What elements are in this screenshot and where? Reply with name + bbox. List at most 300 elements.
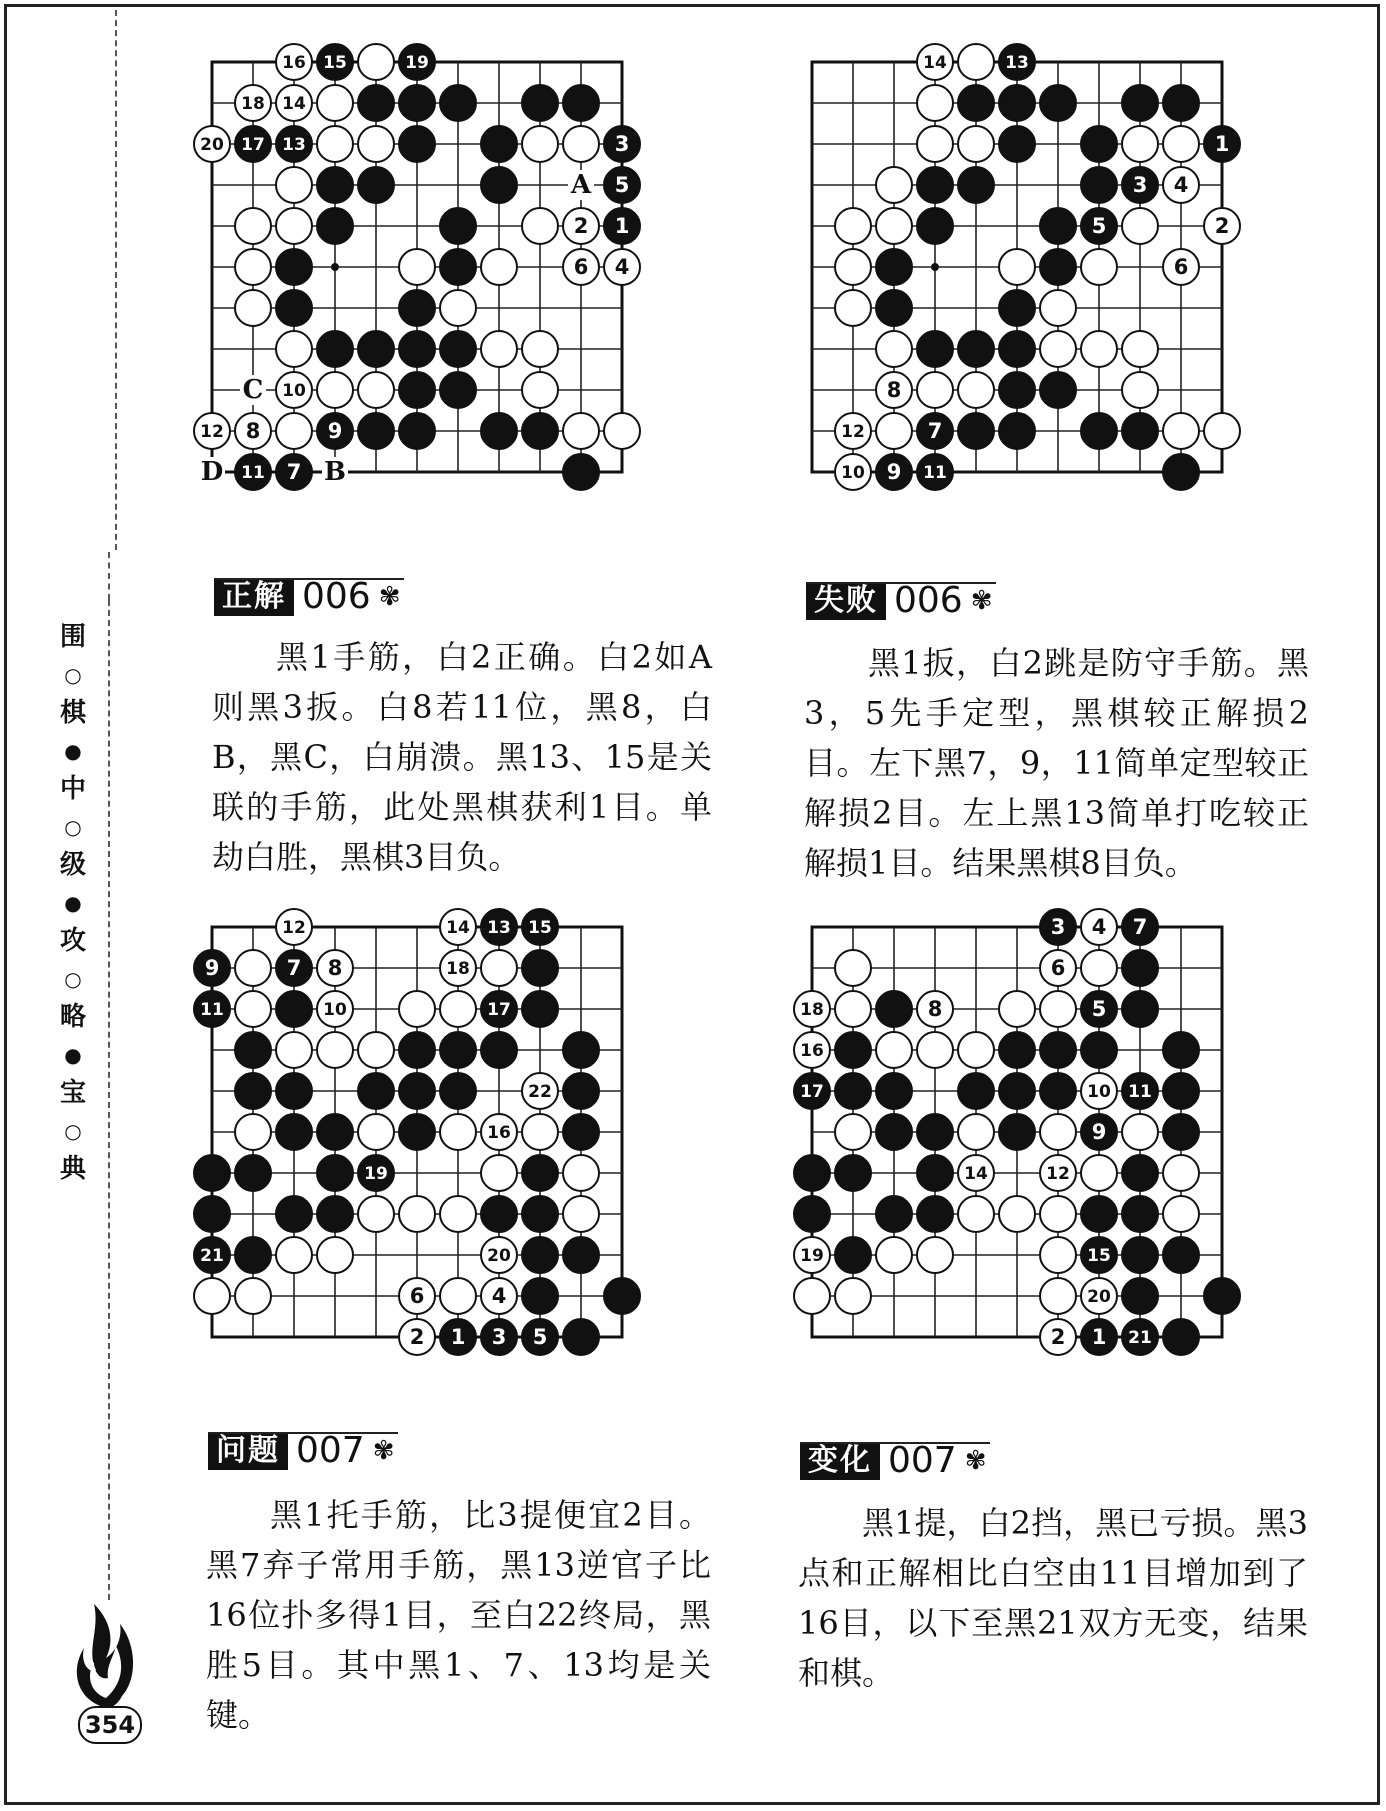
white-stone <box>481 1155 517 1191</box>
white-stone <box>999 991 1035 1027</box>
svg-text:5: 5 <box>1091 214 1107 238</box>
white-stone <box>876 331 912 367</box>
white-stone <box>358 126 394 162</box>
svg-text:14: 14 <box>964 1164 988 1184</box>
flourish-icon: ✾ <box>964 1446 987 1476</box>
svg-text:10: 10 <box>1087 1082 1111 1102</box>
svg-text:7: 7 <box>1132 915 1148 939</box>
svg-text:13: 13 <box>487 918 511 938</box>
svg-text:14: 14 <box>282 94 306 114</box>
go-board-svg <box>790 40 1244 494</box>
white-stone <box>276 372 312 408</box>
black-stone <box>194 950 230 986</box>
black-stone <box>999 372 1035 408</box>
white-stone <box>999 249 1035 285</box>
svg-text:17: 17 <box>241 135 265 155</box>
white-stone <box>399 249 435 285</box>
section-underline <box>214 578 404 580</box>
white-stone <box>563 208 599 244</box>
side-title-char: 中 <box>59 774 86 804</box>
black-stone <box>235 454 271 490</box>
white-stone <box>1081 249 1117 285</box>
black-stone <box>522 1278 558 1314</box>
black-stone <box>1081 1114 1117 1150</box>
white-stone <box>1163 249 1199 285</box>
svg-text:16: 16 <box>487 1123 511 1143</box>
go-board-svg <box>190 40 644 494</box>
black-stone <box>876 249 912 285</box>
svg-text:6: 6 <box>1050 956 1066 980</box>
white-stone <box>1081 950 1117 986</box>
svg-text:2: 2 <box>409 1325 425 1349</box>
black-stone <box>194 991 230 1027</box>
black-stone <box>440 372 476 408</box>
svg-text:12: 12 <box>282 918 306 938</box>
svg-text:6: 6 <box>573 255 589 279</box>
black-stone <box>235 1155 271 1191</box>
black-stone <box>876 1114 912 1150</box>
black-stone <box>1163 1237 1199 1273</box>
flame-ornament-icon <box>66 1600 146 1710</box>
svg-text:1: 1 <box>614 214 630 238</box>
white-stone <box>522 372 558 408</box>
svg-text:13: 13 <box>1005 53 1029 73</box>
black-stone <box>440 331 476 367</box>
section-tag: 变化 <box>800 1442 880 1480</box>
black-stone <box>276 991 312 1027</box>
black-stone <box>235 1073 271 1109</box>
black-stone <box>522 413 558 449</box>
svg-text:11: 11 <box>241 463 265 483</box>
white-stone <box>1204 413 1240 449</box>
svg-text:14: 14 <box>923 53 947 73</box>
svg-text:6: 6 <box>409 1284 425 1308</box>
svg-text:10: 10 <box>841 463 865 483</box>
svg-text:19: 19 <box>364 1164 388 1184</box>
black-stone <box>235 1032 271 1068</box>
white-stone <box>1204 208 1240 244</box>
white-stone <box>440 909 476 945</box>
white-stone <box>917 44 953 80</box>
svg-text:16: 16 <box>800 1041 824 1061</box>
black-stone <box>876 991 912 1027</box>
black-stone <box>481 126 517 162</box>
black-stone <box>1081 1319 1117 1355</box>
section-tag: 正解 <box>214 578 294 616</box>
flourish-icon: ✾ <box>372 1436 395 1466</box>
white-stone <box>1040 1114 1076 1150</box>
black-stone <box>958 331 994 367</box>
black-stone <box>1081 413 1117 449</box>
white-stone <box>358 1196 394 1232</box>
black-stone <box>399 290 435 326</box>
black-stone <box>194 1196 230 1232</box>
white-stone <box>835 991 871 1027</box>
svg-text:18: 18 <box>446 959 470 979</box>
white-stone <box>876 1237 912 1273</box>
svg-text:10: 10 <box>323 1000 347 1020</box>
white-stone <box>522 126 558 162</box>
white-stone <box>358 372 394 408</box>
white-stone <box>235 249 271 285</box>
black-stone <box>1040 85 1076 121</box>
side-title-char: 棋 <box>59 698 86 728</box>
section-label-variation <box>800 1442 987 1480</box>
black-stone <box>481 909 517 945</box>
white-stone <box>958 1196 994 1232</box>
side-book-title <box>52 618 94 1188</box>
white-stone <box>835 1114 871 1150</box>
white-stone <box>399 991 435 1027</box>
white-stone <box>317 1237 353 1273</box>
white-stone <box>563 249 599 285</box>
black-stone <box>917 1155 953 1191</box>
white-stone <box>276 413 312 449</box>
white-stone <box>481 331 517 367</box>
black-stone <box>1081 1237 1117 1273</box>
white-stone <box>835 290 871 326</box>
black-stone <box>481 991 517 1027</box>
white-stone <box>563 413 599 449</box>
white-stone <box>440 1196 476 1232</box>
black-stone <box>604 126 640 162</box>
commentary-variation-007: 黑1提，白2挡，黑已亏损。黑3点和正解相比白空由11目增加到了16目，以下至黑21双方无变，结果和棋。 <box>798 1504 1308 1692</box>
black-stone <box>399 1114 435 1150</box>
svg-text:3: 3 <box>1050 915 1066 939</box>
black-stone <box>917 167 953 203</box>
black-stone <box>999 126 1035 162</box>
svg-text:12: 12 <box>200 422 224 442</box>
black-stone <box>358 1073 394 1109</box>
side-title-char: 攻 <box>59 926 86 956</box>
black-stone <box>358 1155 394 1191</box>
section-underline <box>800 1442 990 1444</box>
side-title-dot: ○ <box>64 967 82 991</box>
svg-text:3: 3 <box>1132 173 1148 197</box>
black-stone <box>958 413 994 449</box>
white-stone <box>958 372 994 408</box>
go-diagram-problem-007 <box>190 905 644 1359</box>
white-stone <box>563 1196 599 1232</box>
black-stone <box>440 249 476 285</box>
side-title-dot: ○ <box>64 815 82 839</box>
black-stone <box>876 454 912 490</box>
white-stone <box>358 1032 394 1068</box>
black-stone <box>604 1278 640 1314</box>
white-stone <box>604 413 640 449</box>
svg-text:20: 20 <box>487 1246 511 1266</box>
black-stone <box>999 44 1035 80</box>
white-stone <box>358 44 394 80</box>
svg-text:6: 6 <box>1173 255 1189 279</box>
black-stone <box>276 290 312 326</box>
white-stone <box>1163 1155 1199 1191</box>
white-stone <box>1040 1196 1076 1232</box>
black-stone <box>1163 1073 1199 1109</box>
white-stone <box>399 1196 435 1232</box>
page-number: 354 <box>78 1706 142 1744</box>
white-stone <box>481 950 517 986</box>
black-stone <box>1040 208 1076 244</box>
white-stone <box>1081 1073 1117 1109</box>
svg-text:7: 7 <box>927 419 943 443</box>
black-stone <box>440 208 476 244</box>
svg-text:14: 14 <box>446 918 470 938</box>
white-stone <box>917 991 953 1027</box>
black-stone <box>1122 950 1158 986</box>
white-stone <box>958 1155 994 1191</box>
section-underline <box>806 582 996 584</box>
black-stone <box>1122 167 1158 203</box>
black-stone <box>1122 1319 1158 1355</box>
white-stone <box>440 1114 476 1150</box>
point-letter: B <box>324 457 346 487</box>
black-stone <box>835 1155 871 1191</box>
svg-text:19: 19 <box>405 53 429 73</box>
white-stone <box>276 331 312 367</box>
section-tag: 失败 <box>806 582 886 620</box>
white-stone <box>1040 1319 1076 1355</box>
black-stone <box>999 1114 1035 1150</box>
white-stone <box>317 372 353 408</box>
black-stone <box>958 167 994 203</box>
point-letter: C <box>242 375 264 405</box>
black-stone <box>276 249 312 285</box>
white-stone <box>276 44 312 80</box>
white-stone <box>481 1278 517 1314</box>
black-stone <box>522 1237 558 1273</box>
black-stone <box>604 208 640 244</box>
black-stone <box>235 1237 271 1273</box>
svg-text:2: 2 <box>1050 1325 1066 1349</box>
white-stone <box>1122 1114 1158 1150</box>
svg-text:8: 8 <box>886 378 902 402</box>
svg-text:9: 9 <box>204 956 220 980</box>
commentary-failure-006: 黑1扳，白2跳是防守手筋。黑3，5先手定型，黑棋较正解损2目。左下黑7，9，11简单定型较正解损2目。左上黑13简单打吃较正解损1目。结果黑棋8目负。 <box>804 644 1309 882</box>
white-stone <box>276 208 312 244</box>
black-stone <box>835 1073 871 1109</box>
star-point <box>331 263 339 271</box>
black-stone <box>276 950 312 986</box>
black-stone <box>481 1319 517 1355</box>
white-stone <box>481 249 517 285</box>
white-stone <box>522 1073 558 1109</box>
black-stone <box>399 44 435 80</box>
black-stone <box>481 1032 517 1068</box>
point-letter: D <box>200 457 224 487</box>
white-stone <box>1081 909 1117 945</box>
black-stone <box>399 413 435 449</box>
white-stone <box>1040 1155 1076 1191</box>
svg-text:1: 1 <box>450 1325 466 1349</box>
side-title-char: 略 <box>59 1002 86 1032</box>
black-stone <box>1040 1032 1076 1068</box>
white-stone <box>194 1278 230 1314</box>
white-stone <box>399 1278 435 1314</box>
white-stone <box>440 1278 476 1314</box>
svg-text:2: 2 <box>1214 214 1230 238</box>
section-number: 006 <box>894 580 963 621</box>
side-title-dot: ● <box>64 1043 82 1067</box>
svg-text:8: 8 <box>327 956 343 980</box>
black-stone <box>1081 126 1117 162</box>
black-stone <box>358 167 394 203</box>
white-stone <box>317 126 353 162</box>
section-underline <box>208 1432 398 1434</box>
commentary-problem-007: 黑1托手筋，比3提便宜2目。黑7弃子常用手筋，黑13逆官子比16位扑多得1目，至白22终局，黑胜5目。其中黑1、7、13均是关键。 <box>206 1496 711 1734</box>
section-number: 007 <box>296 1430 365 1471</box>
black-stone <box>563 454 599 490</box>
svg-text:18: 18 <box>241 94 265 114</box>
white-stone <box>1040 290 1076 326</box>
black-stone <box>194 1237 230 1273</box>
white-stone <box>563 126 599 162</box>
svg-text:9: 9 <box>1091 1120 1107 1144</box>
black-stone <box>917 208 953 244</box>
white-stone <box>194 413 230 449</box>
star-point <box>931 263 939 271</box>
svg-text:4: 4 <box>491 1284 507 1308</box>
black-stone <box>399 126 435 162</box>
go-diagram-failure-006 <box>790 40 1244 494</box>
side-dashed-notch <box>52 552 110 600</box>
black-stone <box>917 1196 953 1232</box>
svg-text:18: 18 <box>800 1000 824 1020</box>
flourish-icon: ✾ <box>378 582 401 612</box>
white-stone <box>917 1237 953 1273</box>
commentary-correct-006: 黑1手筋，白2正确。白2如A则黑3扳。白8若11位，黑8，白B，黑C，白崩溃。黑13、15是关联的手筋，此处黑棋获利1目。单劫白胜，黑棋3目负。 <box>212 638 712 876</box>
white-stone <box>1040 950 1076 986</box>
white-stone <box>235 991 271 1027</box>
white-stone <box>235 413 271 449</box>
svg-text:8: 8 <box>927 997 943 1021</box>
white-stone <box>358 1114 394 1150</box>
white-stone <box>235 1114 271 1150</box>
white-stone <box>794 1032 830 1068</box>
white-stone <box>876 1032 912 1068</box>
svg-text:9: 9 <box>327 419 343 443</box>
black-stone <box>794 1073 830 1109</box>
white-stone <box>276 1032 312 1068</box>
black-stone <box>1040 372 1076 408</box>
black-stone <box>794 1196 830 1232</box>
white-stone <box>1040 1237 1076 1273</box>
svg-text:4: 4 <box>1173 173 1189 197</box>
black-stone <box>999 290 1035 326</box>
black-stone <box>317 167 353 203</box>
white-stone <box>1081 1278 1117 1314</box>
white-stone <box>835 208 871 244</box>
point-letter: A <box>570 170 592 200</box>
black-stone <box>1122 909 1158 945</box>
white-stone <box>440 290 476 326</box>
black-stone <box>917 1114 953 1150</box>
flourish-icon: ✾ <box>970 586 993 616</box>
svg-text:20: 20 <box>1087 1287 1111 1307</box>
svg-text:21: 21 <box>1128 1328 1152 1348</box>
svg-text:17: 17 <box>487 1000 511 1020</box>
black-stone <box>317 1196 353 1232</box>
svg-text:5: 5 <box>614 173 630 197</box>
svg-text:7: 7 <box>286 956 302 980</box>
svg-text:22: 22 <box>528 1082 552 1102</box>
black-stone <box>835 1032 871 1068</box>
white-stone <box>1122 208 1158 244</box>
go-board-svg <box>790 905 1244 1359</box>
black-stone <box>917 331 953 367</box>
white-stone <box>999 1196 1035 1232</box>
black-stone <box>917 413 953 449</box>
white-stone <box>876 372 912 408</box>
side-title-dot: ○ <box>64 663 82 687</box>
black-stone <box>876 290 912 326</box>
section-number: 006 <box>302 576 371 617</box>
white-stone <box>835 1278 871 1314</box>
white-stone <box>440 991 476 1027</box>
black-stone <box>958 85 994 121</box>
svg-text:11: 11 <box>1128 1082 1152 1102</box>
white-stone <box>876 208 912 244</box>
side-title-char: 宝 <box>59 1078 86 1108</box>
section-label-correct <box>214 578 401 616</box>
svg-text:11: 11 <box>923 463 947 483</box>
black-stone <box>1163 1319 1199 1355</box>
black-stone <box>522 909 558 945</box>
white-stone <box>794 1278 830 1314</box>
side-dashed-rule-top <box>115 10 117 550</box>
black-stone <box>1163 85 1199 121</box>
white-stone <box>235 950 271 986</box>
white-stone <box>481 1237 517 1273</box>
black-stone <box>1122 1237 1158 1273</box>
side-dashed-rule-bottom <box>108 600 110 1600</box>
side-title-dot: ● <box>64 891 82 915</box>
black-stone <box>604 167 640 203</box>
svg-text:13: 13 <box>282 135 306 155</box>
black-stone <box>1163 1114 1199 1150</box>
black-stone <box>1163 1032 1199 1068</box>
black-stone <box>1122 1073 1158 1109</box>
black-stone <box>358 85 394 121</box>
black-stone <box>276 1114 312 1150</box>
svg-text:21: 21 <box>200 1246 224 1266</box>
black-stone <box>440 85 476 121</box>
side-title-char: 级 <box>59 850 86 880</box>
black-stone <box>876 1196 912 1232</box>
black-stone <box>563 1073 599 1109</box>
black-stone <box>522 1319 558 1355</box>
white-stone <box>794 1237 830 1273</box>
section-label-failure <box>806 582 993 620</box>
svg-text:15: 15 <box>323 53 347 73</box>
white-stone <box>276 167 312 203</box>
black-stone <box>835 1237 871 1273</box>
svg-text:5: 5 <box>1091 997 1107 1021</box>
white-stone <box>1081 1155 1117 1191</box>
black-stone <box>1163 454 1199 490</box>
side-title-dot: ○ <box>64 1119 82 1143</box>
svg-text:10: 10 <box>282 381 306 401</box>
black-stone <box>1204 126 1240 162</box>
white-stone <box>317 85 353 121</box>
white-stone <box>835 413 871 449</box>
white-stone <box>276 909 312 945</box>
white-stone <box>522 1114 558 1150</box>
go-diagram-correct-006 <box>190 40 644 494</box>
black-stone <box>958 1073 994 1109</box>
black-stone <box>1122 1278 1158 1314</box>
white-stone <box>1163 1196 1199 1232</box>
